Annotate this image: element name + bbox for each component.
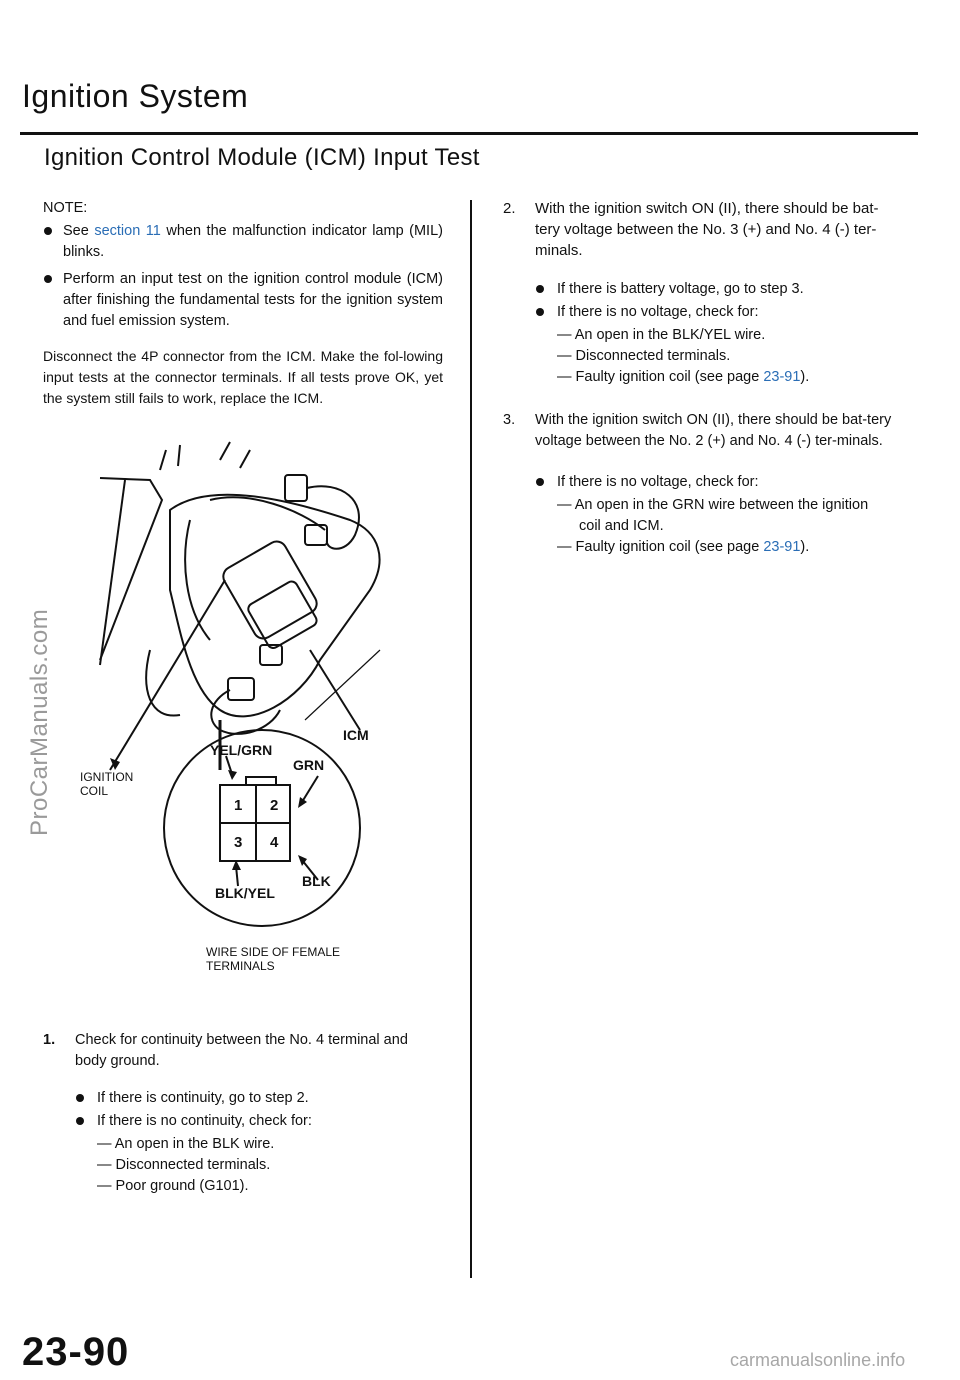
- intro-paragraph: Disconnect the 4P connector from the ICM. Make the fol-lowing input tests at the connector terminals. If all tests prove OK, yet the system still fails to work, replace the ICM.: [43, 348, 443, 406]
- title-rule: [20, 132, 918, 135]
- terminal-3: 3: [234, 834, 243, 851]
- wire-yel-grn: YEL/GRN: [210, 742, 273, 758]
- icm-connector-diagram: [70, 440, 450, 980]
- list-item: If there is no voltage, check for:: [535, 472, 903, 493]
- section-11-link[interactable]: section 11: [94, 223, 161, 239]
- bullet-icon: [44, 227, 52, 235]
- left-column: [43, 198, 443, 409]
- step-1-results: [75, 1088, 443, 1197]
- check-item: — An open in the GRN wire between the ignition: [557, 497, 869, 513]
- watermark: ProCarManuals.com: [26, 608, 53, 836]
- check-item: — Disconnected terminals.: [557, 348, 731, 364]
- bullet-icon: [76, 1117, 84, 1125]
- list-item: If there is battery voltage, go to step 3.: [535, 279, 903, 300]
- wire-side-label: WIRE SIDE OF FEMALE TERMINALS: [206, 945, 341, 973]
- terminal-4: 4: [270, 834, 279, 851]
- check-item-continued: coil and ICM.: [579, 518, 664, 534]
- step-number: 1.: [43, 1032, 56, 1048]
- terminal-1: 1: [234, 797, 243, 814]
- check-item: — An open in the BLK/YEL wire.: [557, 327, 766, 343]
- check-item: — Faulty ignition coil (see page 23-91).: [557, 539, 810, 555]
- bullet-icon: [536, 478, 544, 486]
- step-3-bullets: [535, 472, 903, 493]
- check-item: — Disconnected terminals.: [97, 1157, 271, 1173]
- bullet-icon: [76, 1094, 84, 1102]
- step-3-text: 3. With the ignition switch ON (II), there should be bat-tery voltage between the No. 2 (+) and No. 4 (-) ter-minals.: [503, 412, 892, 449]
- page-title: Ignition System: [22, 78, 249, 114]
- list-item: If there is continuity, go to step 2.: [75, 1088, 443, 1109]
- column-divider: [470, 200, 472, 1278]
- step-1-bullets: [75, 1088, 443, 1132]
- bullet-icon: [44, 275, 52, 283]
- icm-assembly-illustration: [100, 442, 380, 926]
- page-number: 23-90: [22, 1330, 130, 1374]
- footer-site: carmanualsonline.info: [730, 1350, 906, 1370]
- check-item: — An open in the BLK wire.: [97, 1136, 275, 1152]
- step-1: [43, 1030, 443, 1197]
- wire-blk-yel: BLK/YEL: [215, 885, 275, 901]
- page-23-91-link[interactable]: 23-91: [763, 539, 801, 555]
- step-2-bullets: [535, 279, 903, 323]
- note-item: See section 11 when the malfunction indicator lamp (MIL) blinks.: [43, 221, 443, 263]
- bullet-icon: [536, 308, 544, 316]
- page-23-91-link[interactable]: 23-91: [763, 369, 801, 385]
- note-label: NOTE:: [43, 200, 88, 216]
- wire-grn: GRN: [293, 757, 325, 773]
- list-item: If there is no voltage, check for:: [535, 302, 903, 323]
- check-item: — Faulty ignition coil (see page 23-91).: [557, 369, 810, 385]
- ignition-coil-label: IGNITION COIL: [80, 770, 134, 798]
- step-3-results: [535, 472, 903, 558]
- wire-blk: BLK: [302, 873, 331, 889]
- check-item: — Poor ground (G101).: [97, 1178, 249, 1194]
- list-item: If there is no continuity, check for:: [75, 1111, 443, 1132]
- step-number: 3.: [503, 412, 516, 428]
- step-2-text: 2. With the ignition switch ON (II), there should be bat-tery voltage between the No. 3 (+) and No. 4 (-) ter-minals.: [503, 200, 879, 259]
- note-list: [43, 221, 443, 332]
- bullet-icon: [536, 285, 544, 293]
- terminal-2: 2: [270, 797, 279, 814]
- section-title: Ignition Control Module (ICM) Input Test: [44, 144, 480, 171]
- step-1-text: 1. Check for continuity between the No. 4 terminal and body ground.: [43, 1032, 408, 1069]
- step-2-results: [535, 279, 903, 388]
- step-number: 2.: [503, 200, 516, 217]
- note-item: Perform an input test on the ignition control module (ICM) after finishing the fundamental tests for the ignition system and fuel emission system.: [43, 269, 443, 332]
- right-column: [503, 198, 903, 558]
- icm-label: ICM: [343, 727, 369, 743]
